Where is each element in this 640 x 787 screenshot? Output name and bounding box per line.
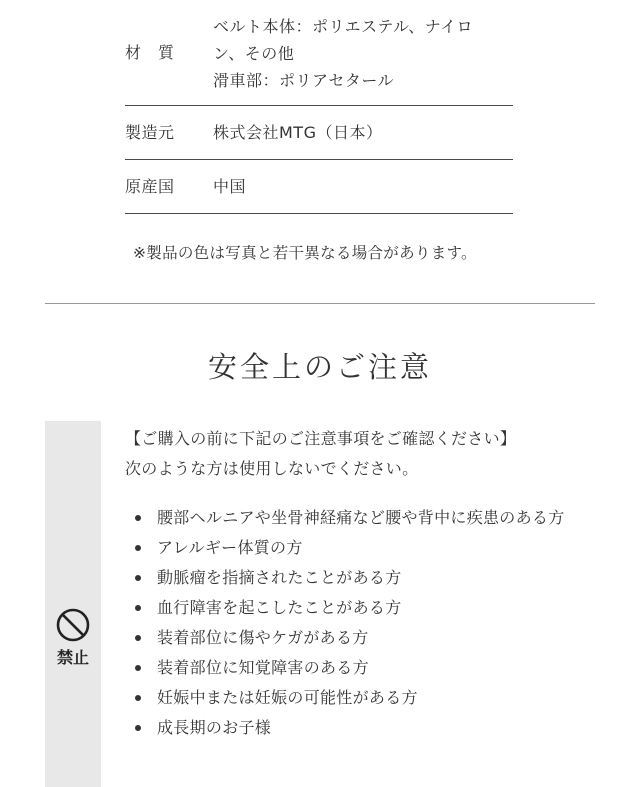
spec-label-manufacturer: 製造元 [125, 123, 175, 142]
bullet-dot-icon [135, 665, 141, 671]
prohibition-icon [55, 607, 91, 643]
spec-row-manufacturer [125, 106, 513, 160]
list-item-text: 妊娠中または妊娠の可能性がある方 [157, 688, 418, 707]
prohibition-sidebar [45, 421, 101, 787]
spec-value-manufacturer [213, 106, 513, 159]
bullet-dot-icon [135, 605, 141, 611]
spec-row-material [125, 0, 513, 106]
caution-list [135, 503, 595, 743]
spec-label-origin: 原産国 [125, 177, 175, 196]
bullet-dot-icon [135, 695, 141, 701]
list-item-text: 血行障害を起こしたことがある方 [157, 598, 402, 617]
notice-subheading: 次のような方は使用しないでください。 [125, 459, 419, 478]
list-item-text: 成長期のお子様 [157, 718, 272, 737]
list-item [135, 593, 595, 623]
list-item [135, 623, 595, 653]
safety-section-title: 安全上のご注意 [207, 350, 432, 384]
bullet-dot-icon [135, 575, 141, 581]
notice-heading: 【ご購入の前に下記のご注意事項をご確認ください】 [125, 429, 517, 448]
spec-value-line: ン、その他 [213, 44, 295, 63]
list-item [135, 683, 595, 713]
section-divider [45, 303, 595, 304]
list-item-text: 動脈瘤を指摘されたことがある方 [157, 568, 402, 587]
list-item [135, 503, 595, 533]
list-item-text: 装着部位に傷やケガがある方 [157, 628, 369, 647]
bullet-dot-icon [135, 515, 141, 521]
spec-value-line: 滑車部：ポリアセタール [213, 71, 395, 90]
spec-table [125, 0, 513, 214]
spec-value-origin [213, 160, 513, 213]
list-item [135, 713, 595, 743]
list-item-text: 装着部位に知覚障害のある方 [157, 658, 369, 677]
spec-value-line: ベルト本体：ポリエステル、ナイロ [213, 17, 474, 36]
spec-row-origin [125, 160, 513, 214]
spec-label-material: 材 質 [125, 43, 175, 62]
list-item [135, 653, 595, 683]
bullet-dot-icon [135, 545, 141, 551]
spec-value-material [213, 0, 513, 105]
spec-value-line: 株式会社MTG（日本） [213, 123, 383, 142]
bullet-dot-icon [135, 725, 141, 731]
color-disclaimer: ※製品の色は写真と若干異なる場合があります。 [133, 244, 477, 262]
prohibition-label: 禁止 [56, 648, 89, 667]
list-item [135, 563, 595, 593]
list-item-text: アレルギー体質の方 [157, 538, 303, 557]
spec-value-line: 中国 [213, 177, 247, 196]
list-item-text: 腰部ヘルニアや坐骨神経痛など腰や背中に疾患のある方 [157, 508, 565, 527]
bullet-dot-icon [135, 635, 141, 641]
list-item [135, 533, 595, 563]
